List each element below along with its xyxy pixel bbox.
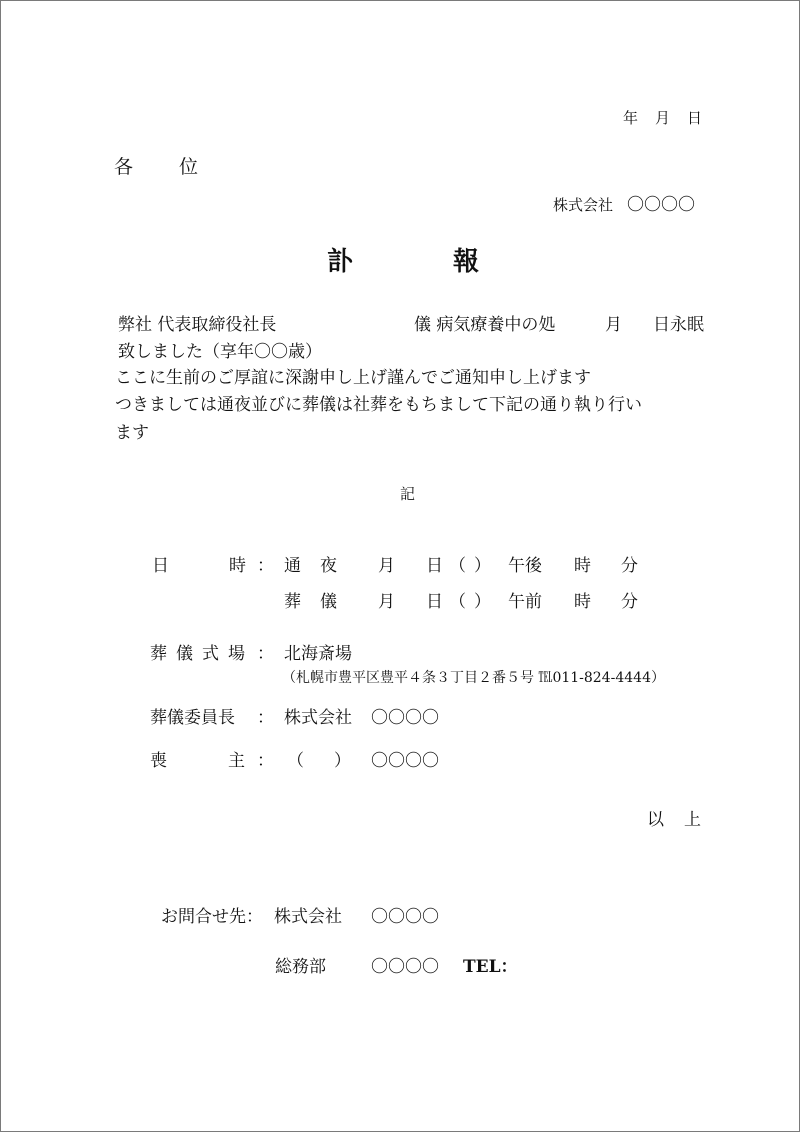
title-hou: 報	[453, 247, 480, 277]
chief-mourner-name: 〇〇〇〇	[371, 751, 439, 771]
funeral-day: 日	[426, 592, 443, 612]
venue-label-2: 儀	[176, 644, 193, 664]
body-line1-b: 儀 病気療養中の処	[414, 315, 556, 335]
funeral-label-2: 儀	[320, 592, 337, 612]
datetime-label-hi: 日	[152, 556, 169, 576]
committee-chair-company: 株式会社	[284, 708, 352, 728]
addressee-kaku: 各	[114, 156, 134, 178]
addressee-i: 位	[179, 156, 199, 178]
wake-ampm: 午後	[508, 556, 542, 576]
venue-name: 北海斎場	[284, 644, 352, 664]
funeral-paren-open: （	[449, 592, 466, 612]
sender-company: 株式会社	[553, 196, 614, 214]
body-line3: ここに生前のご厚誼に深謝申し上げ謹んでご通知申し上げます	[115, 368, 591, 388]
contact-dept-name: 〇〇〇〇	[371, 957, 439, 977]
body-line1-a: 弊社 代表取締役社長	[118, 315, 277, 335]
ki-heading: 記	[400, 485, 416, 503]
wake-paren-open: （	[449, 556, 466, 576]
committee-chair-colon: ：	[257, 708, 274, 728]
funeral-paren-close: ）	[474, 592, 491, 612]
wake-day: 日	[426, 556, 443, 576]
funeral-ampm: 午前	[508, 592, 542, 612]
venue-label-1: 葬	[150, 644, 167, 664]
chief-mourner-paren-close: ）	[334, 751, 351, 771]
contact-tel-label: TEL：	[463, 957, 518, 977]
wake-month: 月	[378, 556, 395, 576]
wake-minute: 分	[621, 556, 638, 576]
body-line4: つきましては通夜並びに葬儀は社葬をもちまして下記の通り執り行い	[115, 395, 642, 415]
date-month: 月	[655, 109, 671, 127]
contact-dept: 総務部	[275, 957, 326, 977]
funeral-label-1: 葬	[284, 592, 301, 612]
datetime-label-ji: 時	[229, 556, 246, 576]
closing-i: 以	[647, 810, 664, 830]
venue-address: （札幌市豊平区豊平４条３丁目２番５号 ℡011-824-4444）	[282, 670, 665, 686]
committee-chair-name: 〇〇〇〇	[371, 708, 439, 728]
wake-label-2: 夜	[320, 556, 337, 576]
committee-chair-label: 葬儀委員長	[150, 708, 235, 728]
wake-label-1: 通	[284, 556, 301, 576]
date-day: 日	[687, 109, 703, 127]
body-line5: ます	[115, 423, 149, 443]
body-line1-d: 日永眠	[653, 315, 704, 335]
body-line2: 致しました（享年〇〇歳）	[118, 342, 322, 362]
contact-company: 株式会社	[274, 907, 342, 927]
venue-label-3: 式	[202, 644, 219, 664]
datetime-colon: ：	[257, 556, 274, 576]
wake-paren-close: ）	[474, 556, 491, 576]
funeral-minute: 分	[621, 592, 638, 612]
funeral-hour: 時	[574, 592, 591, 612]
title-fu: 訃	[327, 247, 354, 277]
sender-name: 〇〇〇〇	[627, 195, 695, 215]
wake-hour: 時	[574, 556, 591, 576]
funeral-month: 月	[378, 592, 395, 612]
chief-mourner-label-1: 喪	[150, 751, 167, 771]
chief-mourner-label-2: 主	[228, 751, 245, 771]
closing-jou: 上	[684, 810, 701, 830]
chief-mourner-colon: ：	[257, 751, 274, 771]
date-year: 年	[623, 109, 639, 127]
contact-label: お問合せ先：	[161, 907, 263, 927]
chief-mourner-paren-open: （	[287, 751, 304, 771]
contact-company-name: 〇〇〇〇	[371, 907, 439, 927]
venue-colon: ：	[257, 644, 274, 664]
venue-label-4: 場	[228, 644, 245, 664]
body-line1-c: 月	[605, 315, 622, 335]
